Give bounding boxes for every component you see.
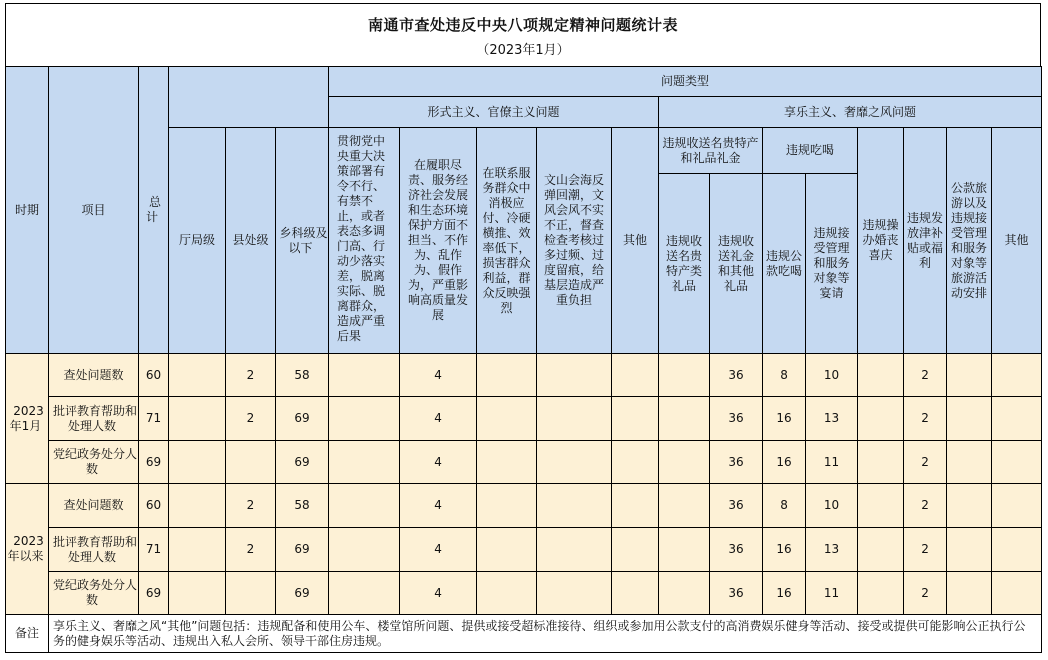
table-cell: 69 — [276, 572, 329, 615]
table-cell — [169, 354, 226, 397]
table-cell: 11 — [806, 572, 858, 615]
header-formalism-other: 其他 — [612, 128, 659, 354]
table-row — [6, 397, 1042, 441]
table-cell — [659, 572, 710, 615]
table-cell: 16 — [763, 441, 806, 484]
table-cell — [858, 528, 904, 572]
table-cell: 2 — [904, 528, 947, 572]
table-cell — [226, 572, 276, 615]
row-label: 批评教育帮助和处理人数 — [49, 397, 139, 441]
table-cell — [537, 441, 612, 484]
header-total: 总计 — [139, 67, 169, 354]
row-label: 查处问题数 — [49, 484, 139, 528]
statistics-sheet — [5, 3, 1041, 655]
table-cell — [858, 397, 904, 441]
table-cell — [612, 354, 659, 397]
table-cell: 16 — [763, 572, 806, 615]
header-period: 时期 — [6, 67, 49, 354]
note-label: 备注 — [6, 615, 49, 653]
table-cell — [169, 484, 226, 528]
table-cell: 60 — [139, 354, 169, 397]
table-cell: 4 — [400, 354, 477, 397]
header-level-xiang: 乡科级及以下 — [276, 128, 329, 354]
period-block-2 — [6, 484, 1042, 615]
table-cell — [226, 441, 276, 484]
table-cell — [477, 397, 537, 441]
title-block — [5, 3, 1041, 67]
table-cell — [659, 484, 710, 528]
table-cell — [329, 354, 400, 397]
table-cell — [659, 528, 710, 572]
table-cell — [612, 397, 659, 441]
table-cell: 8 — [763, 484, 806, 528]
table-cell: 69 — [276, 397, 329, 441]
table-cell — [659, 441, 710, 484]
table-cell — [947, 354, 992, 397]
header-gift-2: 违规收送礼金和其他礼品 — [710, 174, 763, 354]
row-label: 党纪政务处分人数 — [49, 441, 139, 484]
header-formalism-item-1: 贯彻党中央重大决策部署有令不行、有禁不止，或者表态多调门高、行动少落实差，脱离实际、脱离群众，造成严重后果 — [329, 128, 400, 354]
table-cell — [612, 528, 659, 572]
table-cell: 71 — [139, 397, 169, 441]
table-cell — [612, 441, 659, 484]
table-cell — [992, 441, 1042, 484]
table-cell: 2 — [226, 397, 276, 441]
table-cell: 10 — [806, 354, 858, 397]
table-title: 南通市查处违反中央八项规定精神问题统计表 — [367, 16, 678, 34]
header-meal-group: 违规吃喝 — [763, 128, 858, 174]
table-cell: 69 — [276, 441, 329, 484]
header-allowance: 违规发放津补贴或福利 — [904, 128, 947, 354]
header-level-ting: 厅局级 — [169, 128, 226, 354]
table-cell — [947, 484, 992, 528]
table-row — [6, 528, 1042, 572]
table-cell — [169, 528, 226, 572]
table-cell — [992, 397, 1042, 441]
table-cell — [169, 441, 226, 484]
period-label: 2023年以来 — [6, 484, 49, 615]
table-cell: 36 — [710, 528, 763, 572]
table-cell: 69 — [276, 528, 329, 572]
table-cell — [947, 572, 992, 615]
table-cell — [992, 528, 1042, 572]
header-hedonism-other: 其他 — [992, 128, 1042, 354]
table-cell — [537, 354, 612, 397]
table-cell: 69 — [139, 441, 169, 484]
table-cell — [477, 572, 537, 615]
table-cell — [612, 572, 659, 615]
table-cell: 58 — [276, 484, 329, 528]
header-formalism-item-3: 在联系服务群众中消极应付、冷硬横推、效率低下，损害群众利益，群众反映强烈 — [477, 128, 537, 354]
table-cell: 36 — [710, 441, 763, 484]
table-cell: 13 — [806, 528, 858, 572]
header-meal-1: 违规公款吃喝 — [763, 174, 806, 354]
table-cell: 36 — [710, 572, 763, 615]
table-cell — [477, 441, 537, 484]
header-gift-1: 违规收送名贵特产类礼品 — [659, 174, 710, 354]
header-item: 项目 — [49, 67, 139, 354]
header-formalism: 形式主义、官僚主义问题 — [329, 97, 659, 128]
header-hedonism: 享乐主义、奢靡之风问题 — [659, 97, 1042, 128]
table-cell: 4 — [400, 572, 477, 615]
table-subtitle: （2023年1月） — [476, 43, 570, 58]
table-cell: 2 — [226, 528, 276, 572]
table-cell: 4 — [400, 397, 477, 441]
table-cell — [169, 397, 226, 441]
table-cell — [477, 528, 537, 572]
table-cell: 69 — [139, 572, 169, 615]
header-wedding: 违规操办婚丧喜庆 — [858, 128, 904, 354]
table-cell: 60 — [139, 484, 169, 528]
table-cell — [329, 441, 400, 484]
table-cell — [992, 354, 1042, 397]
table-cell: 13 — [806, 397, 858, 441]
table-row — [6, 572, 1042, 615]
table-cell: 2 — [904, 484, 947, 528]
table-cell — [612, 484, 659, 528]
table-cell — [858, 484, 904, 528]
table-cell: 4 — [400, 484, 477, 528]
table-cell — [659, 397, 710, 441]
statistics-table — [5, 66, 1042, 653]
table-cell — [537, 528, 612, 572]
table-cell — [537, 484, 612, 528]
table-cell — [947, 528, 992, 572]
table-cell: 36 — [710, 484, 763, 528]
table-cell — [169, 572, 226, 615]
table-cell — [947, 441, 992, 484]
header-problem-type: 问题类型 — [329, 67, 1042, 97]
period-block-1 — [6, 354, 1042, 484]
table-cell: 8 — [763, 354, 806, 397]
table-cell — [329, 484, 400, 528]
table-cell: 4 — [400, 528, 477, 572]
table-cell: 4 — [400, 441, 477, 484]
table-cell — [992, 572, 1042, 615]
table-cell: 2 — [904, 441, 947, 484]
note-row — [6, 615, 1042, 653]
table-cell: 58 — [276, 354, 329, 397]
table-cell: 11 — [806, 441, 858, 484]
table-cell — [477, 354, 537, 397]
table-cell — [329, 528, 400, 572]
row-label: 查处问题数 — [49, 354, 139, 397]
header-level-group — [169, 67, 329, 128]
table-cell: 2 — [904, 354, 947, 397]
table-cell: 2 — [904, 397, 947, 441]
table-cell — [858, 441, 904, 484]
table-row — [6, 484, 1042, 528]
table-cell: 16 — [763, 528, 806, 572]
table-cell — [992, 484, 1042, 528]
period-label: 2023年1月 — [6, 354, 49, 484]
header-formalism-item-4: 文山会海反弹回潮，文风会风不实不正，督查检查考核过多过频、过度留痕，给基层造成严重负担 — [537, 128, 612, 354]
table-cell: 2 — [226, 484, 276, 528]
header-travel: 公款旅游以及违规接受管理和服务对象等旅游活动安排 — [947, 128, 992, 354]
table-cell — [537, 397, 612, 441]
table-cell: 71 — [139, 528, 169, 572]
table-cell: 16 — [763, 397, 806, 441]
table-cell: 2 — [226, 354, 276, 397]
header-formalism-item-2: 在履职尽责、服务经济社会发展和生态环境保护方面不担当、不作为、乱作为、假作为，严重影响高质量发展 — [400, 128, 477, 354]
table-row — [6, 441, 1042, 484]
table-cell: 36 — [710, 397, 763, 441]
note-text: 享乐主义、奢靡之风“其他”问题包括：违规配备和使用公车、楼堂馆所问题、提供或接受超标准接待、组织或参加用公款支付的高消费娱乐健身等活动、接受或提供可能影响公正执行公务的健身娱乐等活动、违规出入私人会所、领导干部住房违规。 — [49, 615, 1042, 653]
table-cell — [858, 354, 904, 397]
header-level-xian: 县处级 — [226, 128, 276, 354]
table-cell — [477, 484, 537, 528]
header-meal-2: 违规接受管理和服务对象等宴请 — [806, 174, 858, 354]
table-cell: 10 — [806, 484, 858, 528]
table-cell — [858, 572, 904, 615]
table-cell — [947, 397, 992, 441]
table-cell — [659, 354, 710, 397]
table-cell: 2 — [904, 572, 947, 615]
table-cell — [329, 572, 400, 615]
table-cell: 36 — [710, 354, 763, 397]
header-gift-group: 违规收送名贵特产和礼品礼金 — [659, 128, 763, 174]
row-label: 党纪政务处分人数 — [49, 572, 139, 615]
table-cell — [537, 572, 612, 615]
table-row — [6, 354, 1042, 397]
row-label: 批评教育帮助和处理人数 — [49, 528, 139, 572]
table-cell — [329, 397, 400, 441]
